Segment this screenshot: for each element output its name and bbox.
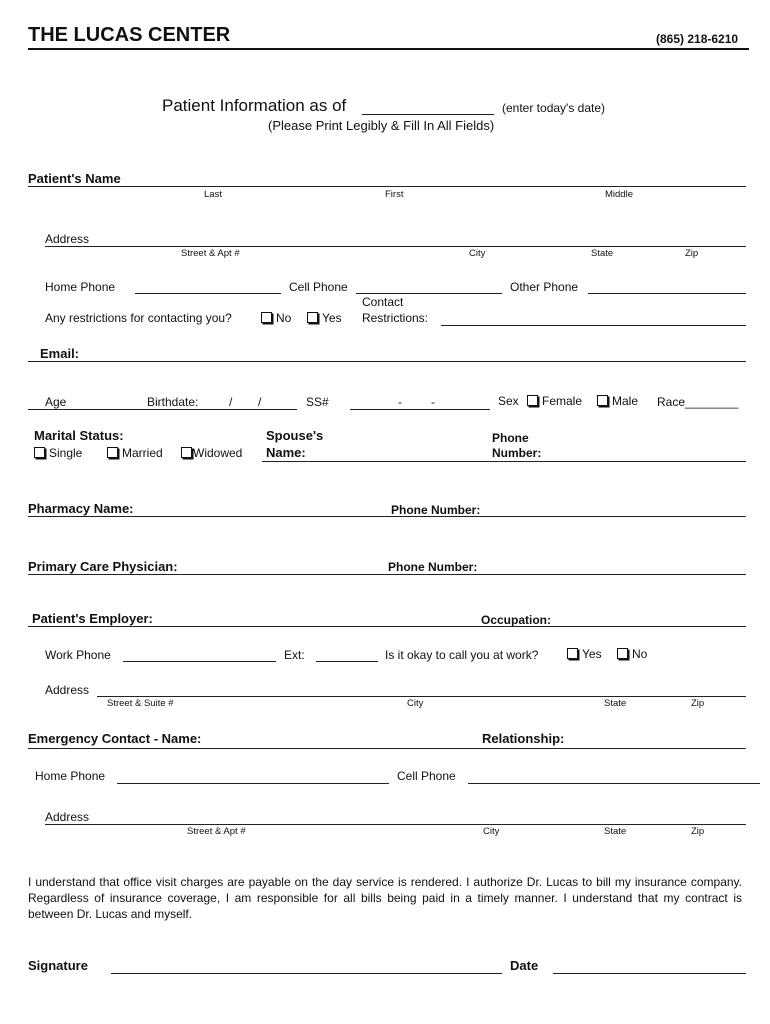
signature-date-line[interactable] — [553, 973, 746, 974]
work-phone-line[interactable] — [123, 661, 276, 662]
restrictions-line[interactable] — [441, 325, 746, 326]
checkbox-icon[interactable] — [307, 312, 318, 323]
spouse-phone-label-line1: Phone — [492, 431, 529, 445]
emergency-home-phone-line[interactable] — [117, 783, 389, 784]
pharmacy-line[interactable] — [28, 516, 746, 517]
center-phone: (865) 218-6210 — [656, 32, 739, 46]
work-call-yes-option[interactable]: Yes — [567, 647, 602, 661]
pharmacy-phone-label: Phone Number: — [391, 503, 481, 517]
spouse-label-line2: Name: — [266, 445, 306, 460]
form-subtitle: (Please Print Legibly & Fill In All Fields) — [268, 118, 495, 133]
spouse-phone-label-line2: Number: — [492, 446, 542, 460]
patient-name-label: Patient's Name — [28, 171, 121, 186]
pharmacy-name-label: Pharmacy Name: — [28, 501, 134, 516]
emergency-city-label: City — [483, 826, 500, 837]
restrictions-label: Restrictions: — [362, 311, 429, 325]
emergency-address-line[interactable] — [45, 824, 746, 825]
restrictions-question: Any restrictions for contacting you? — [45, 311, 232, 325]
work-phone-label: Work Phone — [45, 648, 111, 662]
ext-label: Ext: — [284, 648, 305, 662]
checkbox-icon[interactable] — [181, 447, 192, 458]
checkbox-icon[interactable] — [107, 447, 118, 458]
emergency-line[interactable] — [28, 748, 746, 749]
spouse-line[interactable] — [262, 461, 746, 462]
employer-line[interactable] — [28, 626, 746, 627]
first-label: First — [385, 189, 404, 200]
work-call-no-option[interactable]: No — [617, 647, 647, 661]
checkbox-icon[interactable] — [261, 312, 272, 323]
ext-line[interactable] — [316, 661, 378, 662]
form-title: Patient Information as of — [162, 96, 347, 115]
signature-label: Signature — [28, 958, 88, 973]
state-label: State — [591, 248, 614, 259]
signature-line[interactable] — [111, 973, 502, 974]
employer-street-label: Street & Suite # — [107, 698, 174, 709]
birthdate-slash-2: / — [258, 395, 262, 409]
emergency-street-label: Street & Apt # — [187, 826, 246, 837]
employer-address-line[interactable] — [97, 696, 746, 697]
checkbox-icon[interactable] — [567, 648, 578, 659]
emergency-cell-phone-line[interactable] — [468, 783, 760, 784]
ss-line[interactable] — [350, 409, 490, 410]
restrictions-yes-option[interactable]: Yes — [307, 311, 342, 325]
date-hint: (enter today's date) — [502, 101, 606, 115]
occupation-label: Occupation: — [481, 613, 552, 627]
checkbox-icon[interactable] — [34, 447, 45, 458]
relationship-label: Relationship: — [482, 731, 565, 746]
address-label: Address — [45, 232, 90, 246]
email-line[interactable] — [28, 361, 746, 362]
address-line[interactable] — [45, 246, 746, 247]
home-phone-label: Home Phone — [45, 280, 116, 294]
physician-label: Primary Care Physician: — [28, 559, 178, 574]
contact-label: Contact — [362, 295, 404, 309]
last-label: Last — [204, 189, 222, 200]
checkbox-icon[interactable] — [617, 648, 628, 659]
marital-widowed-option[interactable]: Widowed — [181, 446, 242, 460]
employer-address-label: Address — [45, 683, 90, 697]
signature-date-label: Date — [510, 958, 539, 973]
birthdate-slash-1: / — [229, 395, 233, 409]
other-phone-label: Other Phone — [510, 280, 579, 294]
checkbox-icon[interactable] — [527, 395, 538, 406]
emergency-address-label: Address — [45, 810, 90, 824]
marital-single-option[interactable]: Single — [34, 446, 82, 460]
ss-label: SS# — [306, 395, 329, 409]
patient-name-line[interactable] — [28, 186, 746, 187]
today-date-line[interactable] — [362, 114, 494, 115]
emergency-contact-label: Emergency Contact - Name: — [28, 731, 202, 746]
sex-female-option[interactable]: Female — [527, 394, 582, 408]
cell-phone-label: Cell Phone — [289, 280, 348, 294]
emergency-zip-label: Zip — [691, 826, 705, 837]
zip-label: Zip — [685, 248, 699, 259]
spouse-label-line1: Spouse's — [266, 428, 324, 443]
cell-phone-line[interactable] — [356, 293, 502, 294]
header-rule — [28, 48, 749, 50]
age-label: Age — [45, 395, 67, 409]
ss-dash-1: - — [398, 395, 402, 409]
work-call-question: Is it okay to call you at work? — [385, 648, 539, 662]
center-name: THE LUCAS CENTER — [28, 24, 231, 46]
physician-line[interactable] — [28, 574, 746, 575]
marital-status-label: Marital Status: — [34, 428, 124, 443]
sex-male-option[interactable]: Male — [597, 394, 638, 408]
emergency-state-label: State — [604, 826, 627, 837]
street-label: Street & Apt # — [181, 248, 240, 259]
checkbox-icon[interactable] — [597, 395, 608, 406]
employer-city-label: City — [407, 698, 424, 709]
birthdate-label: Birthdate: — [147, 395, 199, 409]
race-field[interactable]: Race________ — [657, 395, 739, 409]
marital-married-option[interactable]: Married — [107, 446, 163, 460]
age-birthdate-line[interactable] — [28, 409, 297, 410]
employer-state-label: State — [604, 698, 627, 709]
ss-dash-2: - — [431, 395, 435, 409]
restrictions-no-option[interactable]: No — [261, 311, 291, 325]
agreement-text: I understand that office visit charges are payable on the day service is rendered. I authorize Dr. Lucas to bill my insurance company. Regardless of insurance coverage, I am responsible for all bills being paid in a timely manner. I understand that my contract is between Dr. Lucas and myself. — [28, 875, 742, 921]
home-phone-line[interactable] — [135, 293, 281, 294]
employer-label: Patient's Employer: — [32, 611, 153, 626]
sex-label: Sex — [498, 394, 519, 408]
email-label: Email: — [40, 346, 80, 361]
emergency-cell-phone-label: Cell Phone — [397, 769, 456, 783]
middle-label: Middle — [605, 189, 633, 200]
emergency-home-phone-label: Home Phone — [35, 769, 106, 783]
physician-phone-label: Phone Number: — [388, 560, 478, 574]
city-label: City — [469, 248, 486, 259]
other-phone-line[interactable] — [588, 293, 746, 294]
employer-zip-label: Zip — [691, 698, 705, 709]
